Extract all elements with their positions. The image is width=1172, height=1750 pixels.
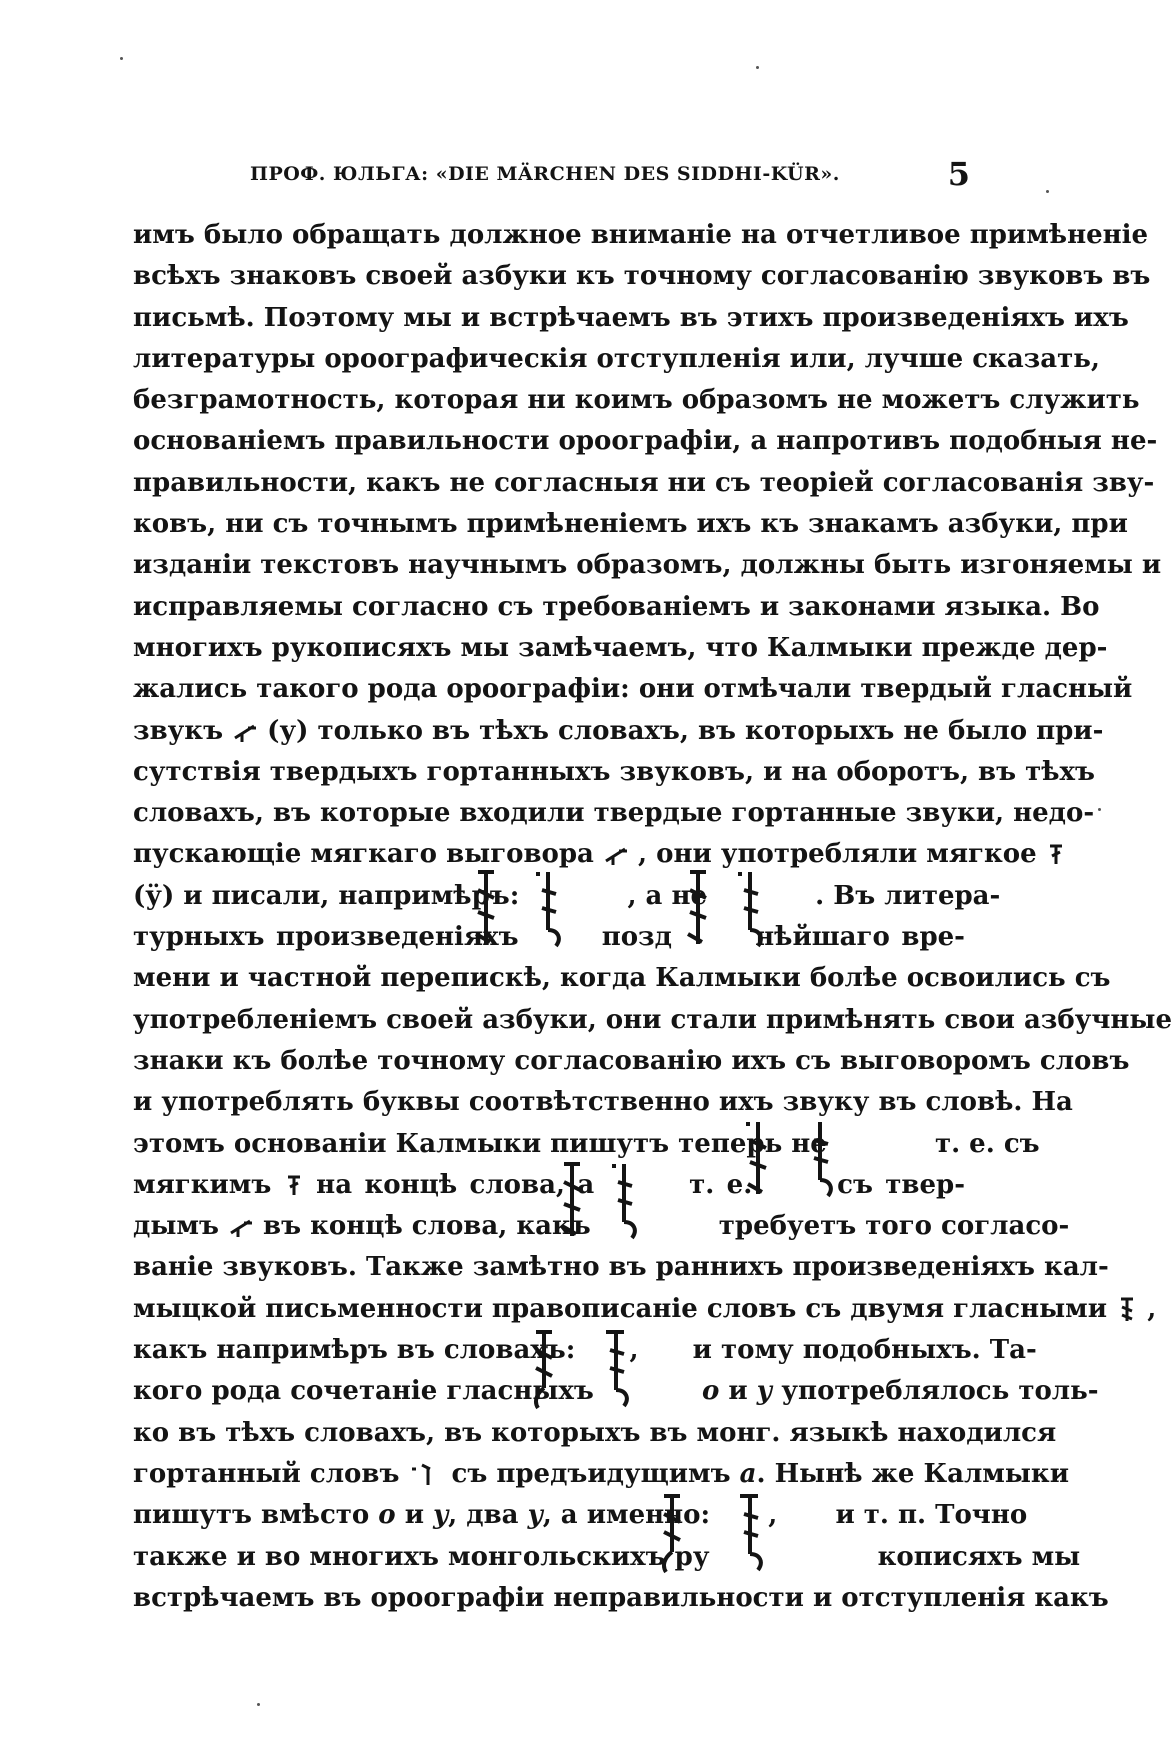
text-segment: употреблялось толь- — [781, 1376, 1099, 1407]
page-header — [130, 153, 970, 193]
text-segment: т. е. съ — [934, 1128, 1040, 1159]
text-segment: съ предъидущимъ — [451, 1458, 731, 1489]
text-segment: т. е. — [689, 1169, 753, 1200]
text-segment: о — [702, 1376, 720, 1407]
text-line: ковъ, ни съ точнымъ примѣненіемъ ихъ къ знакамъ азбуки, при — [133, 509, 1128, 540]
mongol-script-glyph-icon — [232, 720, 258, 744]
mongol-script-glyph-icon — [284, 1173, 304, 1199]
mongol-script-word-icon — [554, 1160, 590, 1244]
mongol-script-glyph-icon — [603, 843, 629, 867]
text-segment: и — [404, 1500, 424, 1531]
scan-speck — [1046, 190, 1049, 193]
text-line: письмѣ. Поэтому мы и встрѣчаемъ въ этихъ произведеніяхъ ихъ — [133, 302, 1129, 333]
scan-speck — [1098, 808, 1101, 811]
text-segment: , они употребляли мягкое — [638, 839, 1037, 870]
text-segment: турныхъ произведеніяхъ — [133, 922, 519, 953]
mongol-script-word-icon — [740, 1118, 776, 1202]
text-segment: y — [527, 1500, 543, 1531]
text-segment: съ твер- — [837, 1169, 965, 1200]
text-segment: a — [739, 1458, 757, 1489]
text-segment: . Нынѣ же Калмыки — [756, 1458, 1069, 1489]
text-line: ко въ тѣхъ словахъ, въ которыхъ въ монг. языкѣ находился — [133, 1417, 1057, 1448]
mongol-script-word-icon — [526, 1328, 562, 1412]
text-segment: , а не — [627, 880, 708, 911]
running-head: ПРОФ. ЮЛЬГА: «DIE MÄRCHEN DES SIDDHI-KÜR». — [250, 163, 840, 185]
text-segment: также и во многихъ монгольскихъ ру — [133, 1541, 710, 1572]
text-line: исправляемы согласно съ требованіемъ и законами языка. Во — [133, 591, 1100, 622]
text-segment: дымъ — [133, 1211, 219, 1242]
text-segment: (у) только въ тѣхъ словахъ, въ которыхъ не было при- — [267, 715, 1104, 746]
mongol-script-word-icon — [654, 1492, 690, 1576]
scan-speck — [257, 1703, 260, 1706]
mongol-script-word-icon — [468, 868, 504, 952]
text-segment: и т. п. Точно — [835, 1500, 1028, 1531]
text-segment: (ӱ) и писали, напримѣръ: — [133, 880, 520, 911]
text-segment: , — [1147, 1293, 1157, 1324]
text-segment: нѣйшаго вре- — [755, 922, 965, 953]
text-line: мени и частной перепискѣ, когда Калмыки болѣе освоились съ — [133, 963, 1111, 994]
mongol-script-word-icon — [730, 1492, 770, 1576]
text-segment: пускающіе мягкаго выговора — [133, 839, 594, 870]
text-segment: кописяхъ мы — [877, 1541, 1081, 1572]
text-line: правильности, какъ не согласныя ни съ теоріей согласованія зву- — [133, 467, 1155, 498]
text-line — [133, 1537, 1081, 1578]
text-segment: o — [378, 1500, 396, 1531]
text-segment: и — [728, 1376, 748, 1407]
text-segment: позд — [601, 922, 672, 953]
scan-speck — [120, 57, 123, 60]
text-segment: пишутъ вмѣсто — [133, 1500, 370, 1531]
text-line — [133, 1206, 1070, 1247]
mongol-script-word-icon — [528, 868, 568, 952]
text-line — [133, 1165, 965, 1206]
text-line: многихъ рукописяхъ мы замѣчаемъ, что Калмыки прежде дер- — [133, 632, 1108, 663]
mongol-script-word-icon — [596, 1328, 639, 1412]
text-segment: , а именно: — [542, 1500, 711, 1531]
text-line: сутствія твердыхъ гортанныхъ звуковъ, и на оборотъ, въ тѣхъ — [133, 756, 1095, 787]
text-line: словахъ, въ которые входили твердые гортанные звуки, недо- — [133, 798, 1095, 829]
mongol-script-glyph-icon — [1116, 1295, 1138, 1325]
text-segment: , два — [448, 1500, 519, 1531]
text-segment: и тому подобныхъ. Та- — [692, 1335, 1037, 1366]
text-line: имъ было обращать должное вниманіе на отчетливое примѣненіе — [133, 220, 1149, 250]
text-line: встрѣчаемъ въ ороографіи неправильности и отступленія какъ — [133, 1582, 1109, 1613]
mongol-script-word-icon — [800, 1118, 840, 1202]
text-line — [133, 1454, 1069, 1495]
text-segment: этомъ основаніи Калмыки пишутъ теперь не — [133, 1128, 827, 1159]
text-segment: звукъ — [133, 715, 224, 746]
text-line: ваніе звуковъ. Также замѣтно въ раннихъ произведеніяхъ кал- — [133, 1252, 1109, 1283]
text-line: знаки къ болѣе точному согласованію ихъ съ выговоромъ словъ — [133, 1045, 1130, 1076]
text-segment: какъ напримѣръ въ словахъ: — [133, 1335, 576, 1366]
text-segment: въ концѣ слова, какъ — [263, 1211, 591, 1242]
text-segment: мягкимъ — [133, 1169, 272, 1200]
text-line — [133, 1289, 1157, 1330]
text-segment: на концѣ слова, а — [316, 1169, 595, 1200]
text-segment: , — [629, 1335, 639, 1366]
text-segment: мыцкой письменности правописаніе словъ съ двумя гласными — [133, 1293, 1108, 1324]
text-line: изданіи текстовъ научнымъ образомъ, должны быть изгоняемы и — [133, 550, 1162, 581]
text-segment: требуетъ того согласо- — [718, 1211, 1070, 1242]
text-line: и употреблять буквы соотвѣтственно ихъ звуку въ словѣ. На — [133, 1087, 1073, 1118]
text-segment: у — [756, 1376, 773, 1407]
text-line — [133, 1124, 1040, 1165]
mongol-script-word-icon — [680, 868, 716, 952]
mongol-script-word-icon — [604, 1160, 644, 1244]
text-line: безграмотность, которая ни коимъ образомъ не можетъ служить — [133, 385, 1140, 416]
text-line: всѣхъ знаковъ своей азбуки къ точному согласованію звуковъ въ — [133, 261, 1151, 292]
page-number: 5 — [947, 155, 970, 193]
text-segment: кого рода сочетаніе гласныхъ — [133, 1376, 594, 1407]
text-line: литературы ороографическія отступленія или, лучше сказать, — [133, 343, 1100, 374]
scan-speck — [756, 66, 759, 69]
text-segment: , — [768, 1500, 778, 1531]
text-line — [133, 711, 1104, 752]
text-segment: y — [433, 1500, 449, 1531]
mongol-script-glyph-icon — [228, 1215, 254, 1239]
text-line: употребленіемъ своей азбуки, они стали примѣнять свои азбучные — [133, 1004, 1172, 1035]
mongol-script-glyph-icon — [408, 1461, 442, 1489]
text-segment: гортанный словъ — [133, 1458, 400, 1489]
text-line — [133, 1495, 1028, 1536]
text-line: жались такого рода ороографіи: они отмѣчали твердый гласный — [133, 674, 1133, 705]
mongol-script-glyph-icon — [1046, 842, 1066, 868]
text-line: основаніемъ правильности ороографіи, а напротивъ подобныя не- — [133, 426, 1158, 457]
text-segment: . Въ литера- — [815, 880, 1001, 911]
mongol-script-word-icon — [730, 868, 770, 952]
